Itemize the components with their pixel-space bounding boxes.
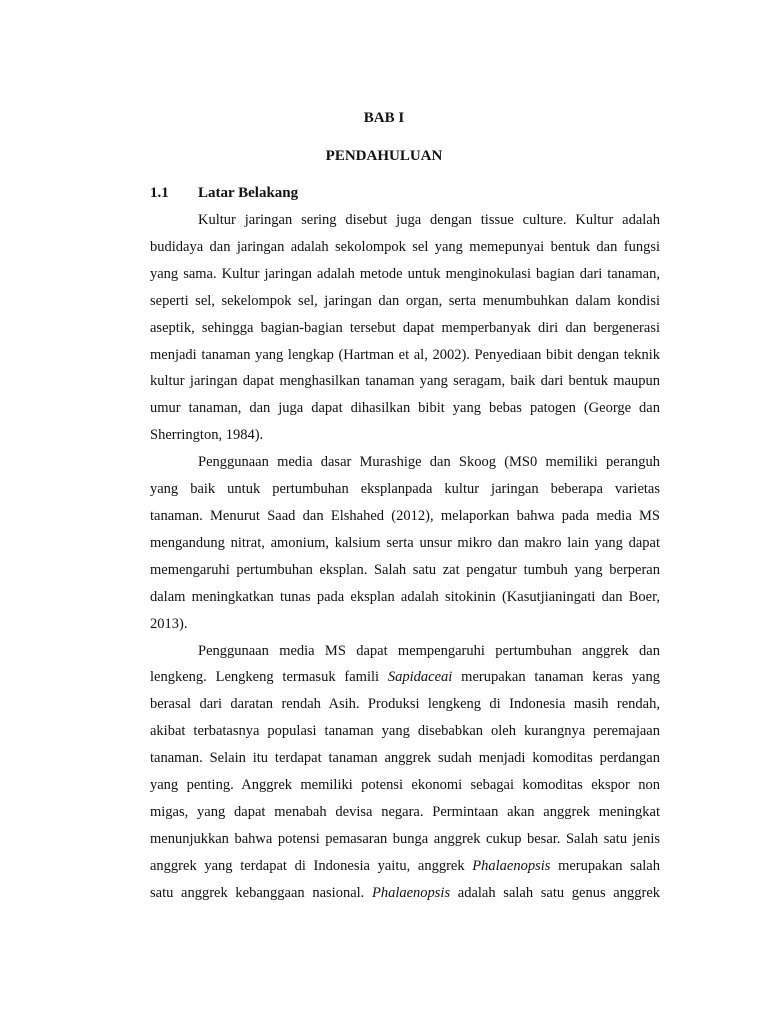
paragraph-line: dalam meningkatkan tunas pada eksplan adalah sitokinin (Kasutjianingati dan Boer, (150, 588, 660, 605)
paragraph-line: seperti sel, sekelompok sel, jaringan dan organ, serta menumbuhkan dalam kondisi (150, 292, 660, 309)
paragraph-line: aseptik, sehingga bagian-bagian tersebut dapat memperbanyak diri dan bergenerasi (150, 319, 660, 336)
paragraph-line: anggrek yang terdapat di Indonesia yaitu, anggrek Phalaenopsis merupakan salah (150, 857, 660, 874)
paragraph-line: 2013). (150, 615, 188, 632)
section-number: 1.1 (150, 185, 169, 201)
paragraph-line: Kultur jaringan sering disebut juga dengan tissue culture. Kultur adalah (198, 212, 660, 228)
paragraph (150, 638, 660, 907)
paragraph-line: Penggunaan media MS dapat mempengaruhi pertumbuhan anggrek dan (198, 642, 660, 659)
paragraph-line: satu anggrek kebanggaan nasional. Phalaenopsis adalah salah satu genus anggrek (150, 884, 661, 901)
paragraph-line: budidaya dan jaringan adalah sekolompok sel yang memepunyai bentuk dan fungsi (150, 238, 660, 255)
chapter-title: PENDAHULUAN (325, 148, 443, 164)
paragraph-line: migas, yang dapat menabah devisa negara. Permintaan akan anggrek meningkat (150, 803, 660, 820)
paragraph-line: mengandung nitrat, amonium, kalsium serta unsur mikro dan makro lain yang dapat (150, 534, 660, 551)
section-title: Latar Belakang (198, 185, 299, 201)
paragraph-line: berasal dari daratan rendah Asih. Produksi lengkeng di Indonesia masih rendah, (150, 696, 660, 713)
paragraph-line: tanaman. Menurut Saad dan Elshahed (2012), melaporkan bahwa pada media MS (150, 507, 660, 524)
paragraph (150, 207, 660, 449)
section-heading (150, 183, 298, 203)
paragraph-line: umur tanaman, dan juga dapat dihasilkan bibit yang bebas patogen (George dan (150, 400, 660, 417)
paragraph-line: kultur jaringan dapat menghasilkan tanaman yang seragam, baik dari bentuk maupun (150, 373, 660, 390)
paragraph-line: yang sama. Kultur jaringan adalah metode untuk menginokulasi bagian dari tanaman, (150, 265, 660, 282)
paragraph-line: lengkeng. Lengkeng termasuk famili Sapidaceai merupakan tanaman keras yang (150, 669, 660, 686)
paragraph-line: Sherrington, 1984). (150, 427, 264, 444)
paragraph-line: menjadi tanaman yang lengkap (Hartman et al, 2002). Penyediaan bibit dengan teknik (150, 346, 660, 363)
paragraph (150, 449, 660, 637)
paragraph-line: memengaruhi pertumbuhan eksplan. Salah satu zat pengatur tumbuh yang berperan (150, 561, 660, 578)
paragraph-line: akibat terbatasnya populasi tanaman yang disebabkan oleh kurangnya peremajaan (150, 723, 660, 740)
paragraph-line: yang baik untuk pertumbuhan eksplanpada kultur jaringan beberapa varietas (150, 481, 660, 498)
paragraph-line: yang penting. Anggrek memiliki potensi ekonomi sebagai komoditas ekspor non (150, 777, 660, 794)
body-text (150, 207, 660, 907)
paragraph-line: tanaman. Selain itu terdapat tanaman anggrek sudah menjadi komoditas perdangan (150, 750, 660, 767)
paragraph-line: Penggunaan media dasar Murashige dan Skoog (MS0 memiliki peranguh (198, 454, 660, 471)
paragraph-line: menunjukkan bahwa potensi pemasaran bunga anggrek cukup besar. Salah satu jenis (150, 830, 660, 847)
chapter-number: BAB I (363, 110, 405, 126)
